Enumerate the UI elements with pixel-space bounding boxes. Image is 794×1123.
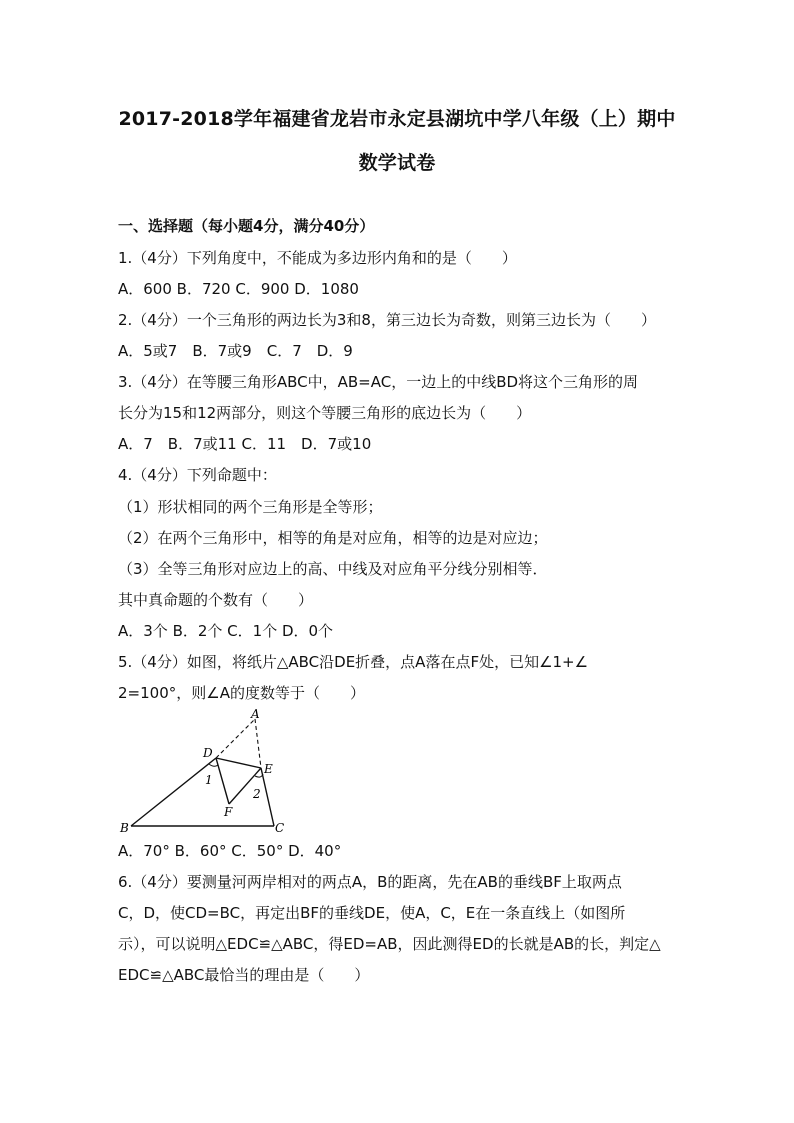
fold-line-de: [216, 758, 261, 768]
question-3-stem-line1: 3.（4分）在等腰三角形ABC中，AB=AC，一边上的中线BD将这个三角形的周: [118, 373, 639, 391]
question-3-options: A．7 B．7或11 C．11 D．7或10: [118, 435, 372, 453]
flap-df: [216, 758, 229, 804]
folded-triangle-diagram: [112, 708, 292, 840]
question-4-stem: 4.（4分）下列命题中：: [118, 466, 277, 484]
label-c: C: [275, 821, 285, 835]
exam-title-line1: 2017-2018学年福建省龙岩市永定县湖坑中学八年级（上）期中: [118, 108, 676, 130]
dashed-ae: [255, 719, 261, 768]
question-5-stem-line1: 5.（4分）如图，将纸片△ABC沿DE折叠，点A落在点F处，已知∠1+∠: [118, 653, 589, 671]
question-3-stem-line2: 长分为15和12两部分，则这个等腰三角形的底边长为（ ）: [118, 404, 532, 422]
label-angle-1: 1: [205, 773, 213, 787]
question-6-stem-line3: 示），可以说明△EDC≌△ABC，得ED=AB，因此测得ED的长就是AB的长，判定△: [118, 935, 661, 953]
question-2-stem: 2.（4分）一个三角形的两边长为3和8，第三边长为奇数，则第三边长为（ ）: [118, 311, 656, 329]
label-e: E: [264, 762, 273, 776]
question-4-question: 其中真命题的个数有（ ）: [118, 591, 314, 609]
question-4-item2: （2）在两个三角形中，相等的角是对应角，相等的边是对应边；: [118, 529, 548, 547]
angle-1-arc: [209, 764, 218, 766]
question-6-stem-line4: EDC≌△ABC最恰当的理由是（ ）: [118, 966, 370, 984]
label-angle-2: 2: [253, 787, 261, 801]
side-bd: [131, 758, 216, 826]
question-6-stem-line2: C，D，使CD=BC，再定出BF的垂线DE，使A，C，E在一条直线上（如图所: [118, 904, 626, 922]
question-5-options: A．70° B．60° C．50° D．40°: [118, 842, 342, 860]
label-d: D: [203, 746, 213, 760]
label-a: A: [251, 708, 260, 721]
section-heading-multiple-choice: 一、选择题（每小题4分，满分40分）: [118, 217, 375, 235]
question-4-item3: （3）全等三角形对应边上的高、中线及对应角平分线分别相等．: [118, 560, 548, 578]
exam-title-line2: 数学试卷: [358, 152, 436, 174]
question-5-stem-line2: 2=100°，则∠A的度数等于（ ）: [118, 684, 365, 702]
question-4-options: A．3个 B．2个 C．1个 D．0个: [118, 622, 334, 640]
question-1-stem: 1.（4分）下列角度中，不能成为多边形内角和的是（ ）: [118, 249, 517, 267]
label-b: B: [120, 821, 129, 835]
label-f: F: [224, 805, 233, 819]
question-2-options: A．5或7 B．7或9 C．7 D．9: [118, 342, 353, 360]
question-4-item1: （1）形状相同的两个三角形是全等形；: [118, 498, 383, 516]
side-ec: [261, 768, 274, 826]
question-1-options: A．600 B．720 C．900 D．1080: [118, 280, 359, 298]
question-5-figure: [112, 708, 292, 840]
question-6-stem-line1: 6.（4分）要测量河两岸相对的两点A，B的距离，先在AB的垂线BF上取两点: [118, 873, 622, 891]
dashed-da: [216, 719, 255, 758]
